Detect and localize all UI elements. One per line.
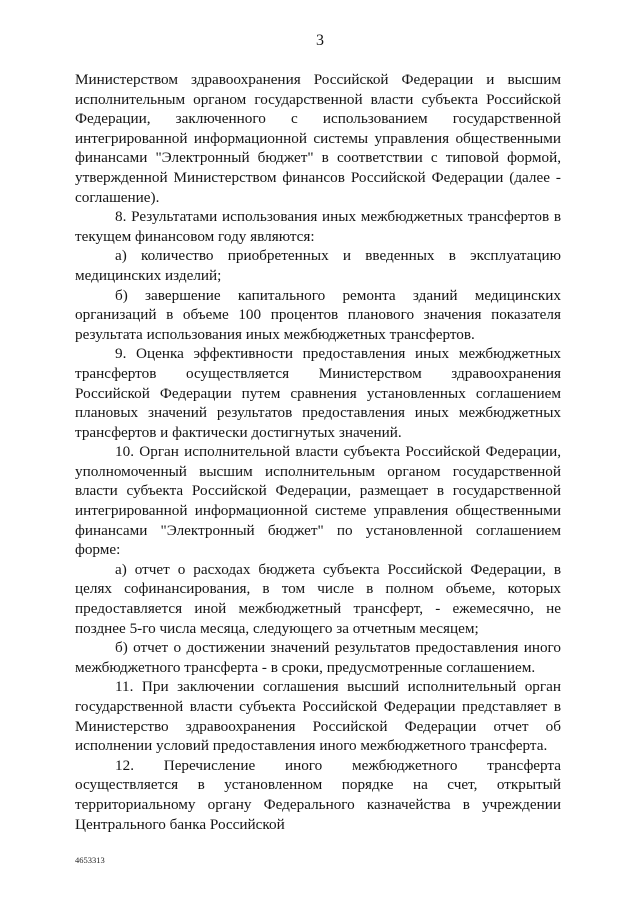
document-code: 4653313: [75, 855, 105, 865]
paragraph-item-12: 12. Перечисление иного межбюджетного трансферта осуществляется в установленном порядке на счет, открытый территориальному органу Федерального казначейства в учреждении Центрального банка Российской: [75, 756, 561, 833]
paragraph-item-9: 9. Оценка эффективности предоставления иных межбюджетных трансфертов осуществляется Министерством здравоохранения Российской Федерации путем сравнения установленных соглашением плановых значений результатов предоставления иных межбюджетных трансфертов и фактически достигнутых значений.: [75, 345, 561, 441]
paragraph-continuation: Министерством здравоохранения Российской Федерации и высшим исполнительным органом государственной власти субъекта Российской Федерации, заключенного с использованием государственной интегрированной информационной системы управления общественными финансами "Электронный бюджет" в соответствии с типовой формой, утвержденной Министерством финансов Российской Федерации (далее - соглашение).: [75, 71, 561, 206]
paragraph-item-8: 8. Результатами использования иных межбюджетных трансфертов в текущем финансовом году являются:: [75, 208, 561, 245]
paragraph-item-10b: б) отчет о достижении значений результатов предоставления иного межбюджетного трансферта - в сроки, предусмотренные соглашением.: [75, 639, 561, 676]
paragraph-item-10a: а) отчет о расходах бюджета субъекта Российской Федерации, в целях софинансирования, в том числе в полном объеме, которых предоставляется иной межбюджетный трансферт, - ежемесячно, не позднее 5-го числа месяца, следующего за отчетным месяцем;: [75, 560, 561, 637]
paragraph-item-8a: а) количество приобретенных и введенных в эксплуатацию медицинских изделий;: [75, 247, 561, 284]
paragraph-item-10: 10. Орган исполнительной власти субъекта Российской Федерации, уполномоченный высшим исполнительным органом государственной власти субъекта Российской Федерации, размещает в государственной интегрированной информационной системе управления общественными финансами "Электронный бюджет" по установленной соглашением форме:: [75, 443, 561, 559]
paragraph-item-11: 11. При заключении соглашения высший исполнительный орган государственной власти субъекта Российской Федерации представляет в Министерство здравоохранения Российской Федерации отчет об исполнении условий предоставления иного межбюджетного трансферта.: [75, 678, 561, 755]
page-number: 3: [316, 32, 324, 49]
document-body: [75, 70, 561, 834]
paragraph-item-8b: б) завершение капитального ремонта зданий медицинских организаций в объеме 100 процентов планового значения показателя результата использования иных межбюджетных трансфертов.: [75, 286, 561, 343]
